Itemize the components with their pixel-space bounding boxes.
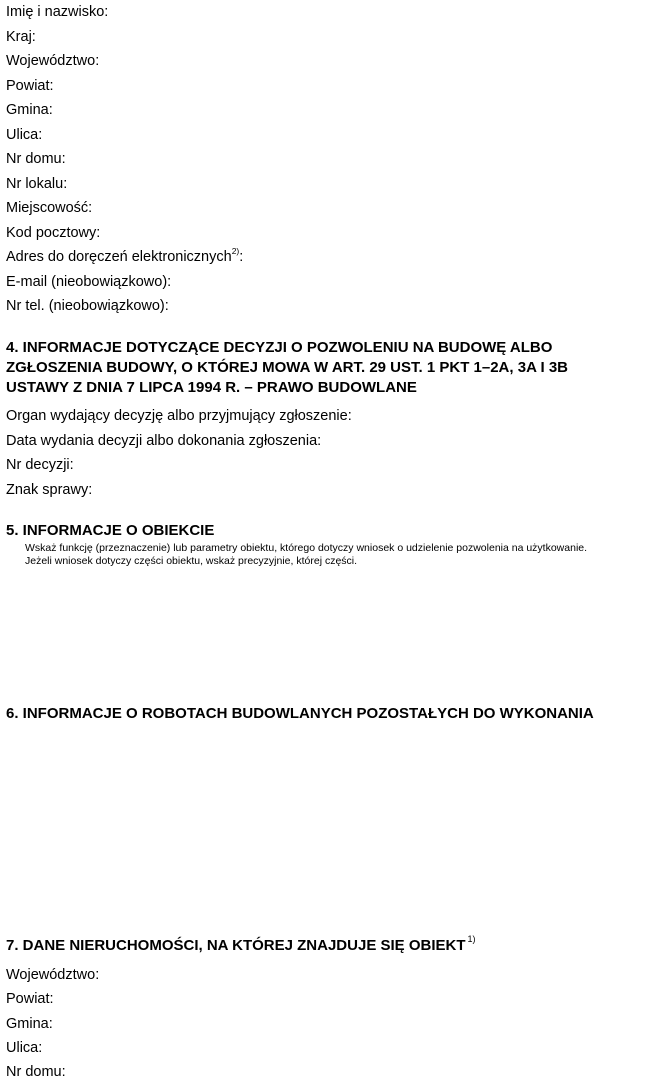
field-label-property-house-number: Nr domu: bbox=[6, 1064, 66, 1080]
field-label-country: Kraj: bbox=[6, 29, 36, 45]
field-label-electronic-address bbox=[6, 248, 243, 266]
field-label-apartment-number: Nr lokalu: bbox=[6, 176, 68, 192]
field-label-house-number: Nr domu: bbox=[6, 151, 66, 167]
section-4-title-line-2: ZGŁOSZENIA BUDOWY, O KTÓREJ MOWA W ART. 29 UST. 1 PKT 1–2A, 3A I 3B bbox=[6, 359, 569, 376]
label-colon: : bbox=[239, 249, 244, 265]
section-7-title-text: 7. DANE NIERUCHOMOŚCI, NA KTÓREJ ZNAJDUJE SIĘ OBIEKT bbox=[6, 937, 466, 954]
section-4-title-line-1: 4. INFORMACJE DOTYCZĄCE DECYZJI O POZWOLENIU NA BUDOWĘ ALBO bbox=[6, 339, 553, 356]
field-label-email: E-mail (nieobowiązkowo): bbox=[6, 274, 172, 290]
field-label-voivodeship: Województwo: bbox=[6, 53, 100, 69]
field-label-issuing-authority: Organ wydający decyzję albo przyjmujący zgłoszenie: bbox=[6, 408, 352, 424]
field-label-decision-date: Data wydania decyzji albo dokonania zgłoszenia: bbox=[6, 433, 322, 449]
section-5-note-line-2: Jeżeli wniosek dotyczy części obiektu, wskaż precyzyjnie, której części. bbox=[25, 555, 358, 567]
section-7-title bbox=[6, 936, 476, 956]
field-label-property-municipality: Gmina: bbox=[6, 1016, 53, 1032]
field-label-decision-number: Nr decyzji: bbox=[6, 457, 74, 473]
field-label-property-street: Ulica: bbox=[6, 1040, 43, 1056]
field-label-street: Ulica: bbox=[6, 127, 43, 143]
section-4-title-line-3: USTAWY Z DNIA 7 LIPCA 1994 R. – PRAWO BUDOWLANE bbox=[6, 379, 417, 396]
field-label-town: Miejscowość: bbox=[6, 200, 93, 216]
field-label-full-name: Imię i nazwisko: bbox=[6, 4, 109, 20]
field-label-property-voivodeship: Województwo: bbox=[6, 967, 100, 983]
field-label-municipality: Gmina: bbox=[6, 102, 53, 118]
section-5-note-line-1: Wskaż funkcję (przeznaczenie) lub parametry obiektu, którego dotyczy wniosek o udzielenie pozwolenia na użytkowanie. bbox=[25, 542, 588, 554]
field-label-phone: Nr tel. (nieobowiązkowo): bbox=[6, 298, 169, 314]
section-6-title: 6. INFORMACJE O ROBOTACH BUDOWLANYCH POZOSTAŁYCH DO WYKONANIA bbox=[6, 705, 594, 722]
field-label-postal-code: Kod pocztowy: bbox=[6, 225, 101, 241]
section-5-title: 5. INFORMACJE O OBIEKCIE bbox=[6, 522, 215, 539]
footnote-marker: 2) bbox=[231, 246, 240, 257]
field-label-property-county: Powiat: bbox=[6, 991, 54, 1007]
field-label-case-reference: Znak sprawy: bbox=[6, 482, 93, 498]
field-label-county: Powiat: bbox=[6, 78, 54, 94]
electronic-address-text: Adres do doręczeń elektronicznych bbox=[6, 249, 232, 265]
footnote-marker: 1) bbox=[467, 934, 476, 944]
